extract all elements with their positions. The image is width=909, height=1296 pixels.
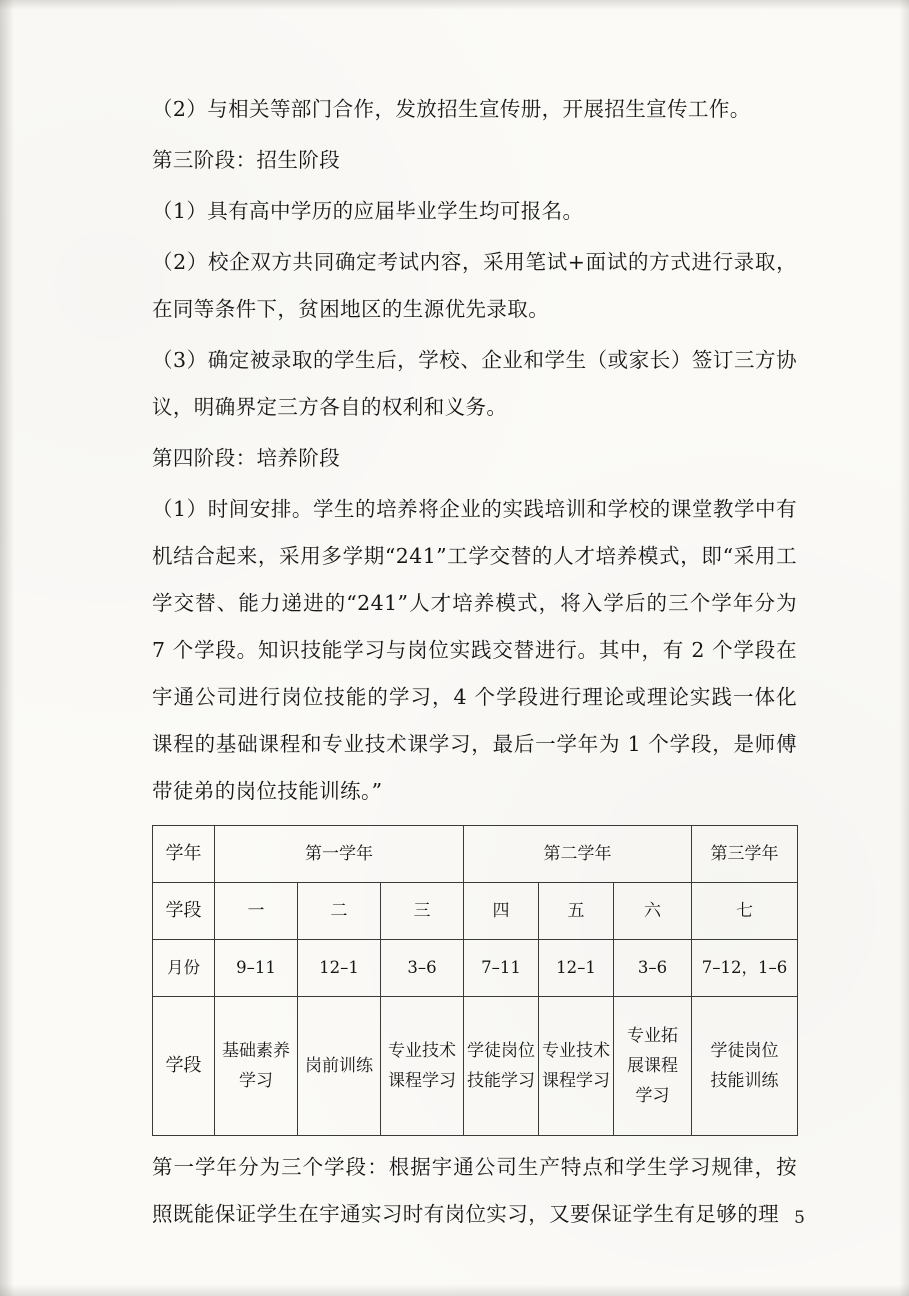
schedule-table bbox=[152, 825, 798, 1136]
table-cell-month-5: 12–1 bbox=[539, 940, 614, 997]
table-cell-month-3: 3–6 bbox=[381, 940, 464, 997]
table-cell-year-2: 第二学年 bbox=[464, 826, 692, 883]
cell-line: 专业技术 bbox=[388, 1041, 456, 1061]
cell-line: 学徒岗位 bbox=[710, 1041, 779, 1061]
table-cell-content-4 bbox=[464, 997, 539, 1136]
table-cell-content-3 bbox=[381, 997, 464, 1136]
schedule-table-wrapper bbox=[152, 825, 797, 1136]
cell-line: 专业拓 bbox=[627, 1026, 679, 1046]
scan-shadow-left bbox=[0, 0, 14, 1296]
paragraph: （2）校企双方共同确定考试内容，采用笔试+面试的方式进行录取，在同等条件下，贫困地区的生源优先录取。 bbox=[152, 250, 797, 321]
cell-line: 基础素养 bbox=[222, 1041, 290, 1061]
table-cell-term-7: 七 bbox=[692, 883, 798, 940]
table-cell-content-2 bbox=[298, 997, 381, 1136]
table-cell-term-6: 六 bbox=[614, 883, 692, 940]
cell-line: 展课程 bbox=[627, 1056, 679, 1076]
cell-line: 课程学习 bbox=[542, 1071, 611, 1091]
cell-line: 技能学习 bbox=[467, 1071, 536, 1091]
paragraph: （3）确定被录取的学生后，学校、企业和学生（或家长）签订三方协议，明确界定三方各自的权利和义务。 bbox=[152, 348, 797, 419]
document-body bbox=[152, 86, 797, 1242]
table-cell-year-1: 第一学年 bbox=[215, 826, 464, 883]
table-cell-month-4: 7–11 bbox=[464, 940, 539, 997]
table-cell-month-2: 12–1 bbox=[298, 940, 381, 997]
table-cell-content-5 bbox=[539, 997, 614, 1136]
table-row bbox=[153, 826, 798, 883]
row-header-term: 学段 bbox=[153, 883, 215, 940]
cell-line: 技能训练 bbox=[710, 1071, 779, 1091]
cell-line: 学习 bbox=[635, 1086, 670, 1106]
table-cell-term-5: 五 bbox=[539, 883, 614, 940]
table-row bbox=[153, 940, 798, 997]
cell-line: 学习 bbox=[239, 1071, 273, 1091]
cell-line: 岗前训练 bbox=[305, 1056, 373, 1076]
table-cell-term-3: 三 bbox=[381, 883, 464, 940]
table-cell-content-6 bbox=[614, 997, 692, 1136]
table-cell-year-3: 第三学年 bbox=[692, 826, 798, 883]
paragraph: 第四阶段：培养阶段 bbox=[152, 446, 341, 470]
row-header-month: 月份 bbox=[153, 940, 215, 997]
table-cell-content-7 bbox=[692, 997, 798, 1136]
row-header-year: 学年 bbox=[153, 826, 215, 883]
cell-line: 专业技术 bbox=[542, 1041, 611, 1061]
page-number: 5 bbox=[794, 1208, 805, 1228]
table-cell-term-1: 一 bbox=[215, 883, 298, 940]
scan-shadow-top bbox=[0, 0, 909, 10]
scan-shadow-bottom bbox=[0, 1284, 909, 1296]
paragraph: 第三阶段：招生阶段 bbox=[152, 148, 341, 172]
table-cell-term-2: 二 bbox=[298, 883, 381, 940]
row-header-content: 学段 bbox=[153, 997, 215, 1136]
table-row bbox=[153, 997, 798, 1136]
cell-line: 课程学习 bbox=[388, 1071, 456, 1091]
cell-line: 学徒岗位 bbox=[467, 1041, 536, 1061]
paragraph: 第一学年分为三个学段：根据宇通公司生产特点和学生学习规律，按照既能保证学生在宇通实习时有岗位实习，又要保证学生有足够的理 bbox=[152, 1155, 797, 1226]
table-cell-month-1: 9–11 bbox=[215, 940, 298, 997]
paragraph: （1）具有高中学历的应届毕业学生均可报名。 bbox=[152, 199, 584, 223]
paragraph: （2）与相关等部门合作，发放招生宣传册，开展招生宣传工作。 bbox=[152, 97, 751, 121]
scan-shadow-right bbox=[899, 0, 909, 1296]
paragraph: （1）时间安排。学生的培养将企业的实践培训和学校的课堂教学中有机结合起来，采用多学期“241”工学交替的人才培养模式，即“采用工学交替、能力递进的“241”人才培养模式，将入学后的三个学年分为 7 个学段。知识技能学习与岗位实践交替进行。其中，有 2 个学段在宇通公司进行岗位技能的学习，4 个学段进行理论或理论实践一体化课程的基础课程和专业技术课学习，最后一学年为 1 个学段，是师傅带徒弟的岗位技能训练。” bbox=[152, 497, 797, 803]
table-cell-content-1 bbox=[215, 997, 298, 1136]
table-cell-term-4: 四 bbox=[464, 883, 539, 940]
table-row bbox=[153, 883, 798, 940]
table-cell-month-7: 7–12，1–6 bbox=[692, 940, 798, 997]
table-cell-month-6: 3–6 bbox=[614, 940, 692, 997]
